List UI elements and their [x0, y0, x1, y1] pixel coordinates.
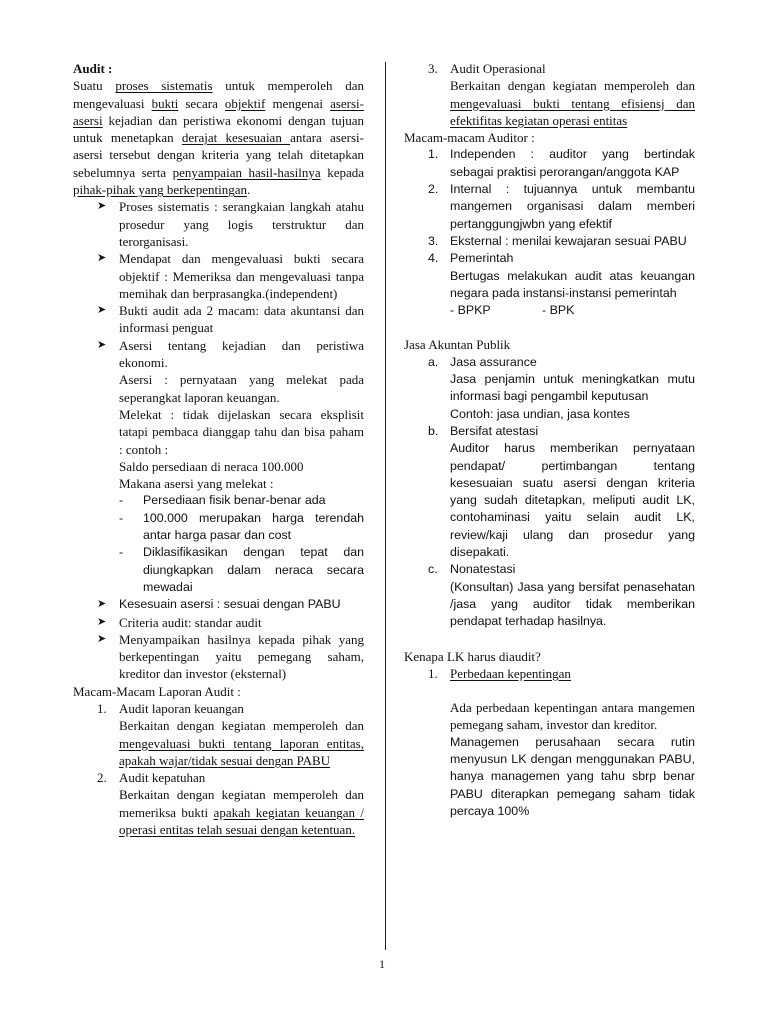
arrowhead-bullet-icon: ➤	[97, 632, 107, 645]
bullet-bukti-audit: ➤ Bukti audit ada 2 macam: data akuntansi dan informasi penguat	[97, 303, 364, 336]
arrowhead-bullet-icon: ➤	[97, 304, 107, 317]
dash-item: - Persediaan fisik benar-benar ada	[119, 493, 326, 508]
laporan-heading: Macam-Macam Laporan Audit :	[73, 683, 241, 699]
bullet-proses-sistematis: ➤ Proses sistematis : serangkaian langkah atahu prosedur yang logis terstruktur dan terorganisasi.	[97, 199, 364, 249]
kenapa-item-1: 1. Perbedaan kepentingan Ada perbedaan kepentingan antara mangemen pemegang saham, investor dan kreditor. Managemen perusahaan secara rutin menyusun LK dengan menggunakan PABU, hanya managemen yang tahu sbrp benar PABU diterapkan pemegang saham tidak percaya 100%	[428, 665, 695, 818]
page-number: 1	[379, 957, 385, 971]
jasa-item-b: b. Bersifat atestasi Auditor harus memberikan pernyataan pendapat/ pertimbangan tentang kesesuaian suatu asersi dengan kriteria yang sudah ditetapkan, meliputi audit LK, contohaminasi yaitu selain audit LK, review/kaji ulang dan prosedur yang disepakati.	[428, 423, 695, 560]
saldo-example: Saldo persediaan di neraca 100.000	[119, 458, 304, 474]
auditor-heading: Macam-macam Auditor :	[404, 130, 535, 146]
kenapa-heading: Kenapa LK harus diaudit?	[404, 648, 541, 664]
audit-definition: Suatu proses sistematis untuk memperoleh dan mengevaluasi bukti secara objektif mengenai asersi-asersi kejadian dan peristiwa ekonomi dengan tujuan untuk menetapkan derajat kesesuaian antara asersi-asersi tersebut dengan kriteria yang telah ditetapkan sebelumnya serta penyampaian hasil-hasilnya kepada pihak-pihak yang berkepentingan.	[73, 78, 365, 198]
left-column	[73, 60, 364, 838]
asersi-melekat-label: Makana asersi yang melekat :	[119, 476, 274, 492]
arrowhead-bullet-icon: ➤	[97, 615, 107, 628]
arrowhead-bullet-icon: ➤	[97, 252, 107, 265]
bullet-mengevaluasi-bukti: ➤ Mendapat dan mengevaluasi bukti secara objektif : Memeriksa dan mengevaluasi tanpa memihak dan berprasangka.(independent)	[97, 251, 364, 301]
arrowhead-bullet-icon: ➤	[97, 338, 107, 351]
jasa-item-a: a. Jasa assurance Jasa penjamin untuk meningkatkan mutu informasi bagi pengambil keputusan Contoh: jasa undian, jasa kontes	[428, 354, 695, 421]
bullet-menyampaikan: ➤ Menyampaikan hasilnya kepada pihak yang berkepentingan yaitu pemegang saham, kreditor dan investor (eksternal)	[97, 631, 364, 682]
arrowhead-bullet-icon: ➤	[97, 598, 107, 611]
column-divider	[385, 62, 386, 950]
laporan-item-2: 2. Audit kepatuhan Berkaitan dengan kegiatan memperoleh dan memeriksa bukti apakah kegiatan keuangan / operasi entitas telah sesuai dengan ketentuan.	[97, 770, 364, 838]
laporan-item-3: 3. Audit Operasional Berkaitan dengan kegiatan memperoleh dan mengevaluasi bukti tentang efisiensj dan efektifitas kegiatan operasi entitas	[428, 61, 695, 128]
right-column	[404, 60, 695, 820]
auditor-item-1: 1. Independen : auditor yang bertindak sebagai praktisi perorangan/anggota KAP	[428, 147, 695, 179]
dash-item: - Diklasifikasikan dengan tepat dan diungkapkan dalam neraca secara mewadai	[119, 545, 364, 594]
dash-item: - 100.000 merupakan harga terendah antar harga pasar dan cost	[119, 510, 364, 543]
jasa-item-c: c. Nonatestasi (Konsultan) Jasa yang bersifat penasehatan /jasa yang auditor tidak memberikan pendapat terhadap hasilnya.	[428, 562, 695, 629]
melekat-definition: Melekat : tidak dijelaskan secara eksplisit tatapi pembaca dianggap tahu dan bisa paham : contoh :	[119, 406, 364, 457]
bullet-asersi: ➤ Asersi tentang kejadian dan peristiwa ekonomi. Asersi : pernyataan yang melekat pada seperangkat laporan keuangan. Melekat : tidak dijelaskan secara eksplisit tatapi pembaca dianggap tahu dan bisa paham : contoh : Saldo persediaan di neraca 100.000 Makana asersi yang melekat :	[97, 337, 364, 492]
auditor-item-2: 2. Internal : tujuannya untuk membantu mangemen organisasi dalam memberi pertanggungjwbn yang efektif	[428, 182, 695, 231]
auditor-item-3: 3. Eksternal : menilai kewajaran sesuai PABU	[428, 233, 687, 248]
jasa-heading: Jasa Akuntan Publik	[404, 337, 511, 353]
auditor-item-4: 4. Pemerintah Bertugas melakukan audit atas keuangan negara pada instansi-instansi pemerintah	[428, 251, 695, 300]
arrowhead-bullet-icon: ➤	[97, 200, 107, 213]
audit-title: Audit :	[73, 61, 113, 76]
bullet-kesesuaian: ➤ Kesesuain asersi : sesuai dengan PABU	[73, 596, 364, 613]
bpk-line: - BPKP - BPK	[450, 303, 575, 318]
laporan-item-1: 1. Audit laporan keuangan Berkaitan dengan kegiatan memperoleh dan mengevaluasi bukti tentang laporan entitas, apakah wajar/tidak sesuai dengan PABU	[97, 700, 364, 768]
bullet-criteria: ➤ Criteria audit: standar audit	[97, 614, 262, 630]
asersi-definition: Asersi : pernyataan yang melekat pada seperangkat laporan keuangan.	[119, 372, 364, 405]
